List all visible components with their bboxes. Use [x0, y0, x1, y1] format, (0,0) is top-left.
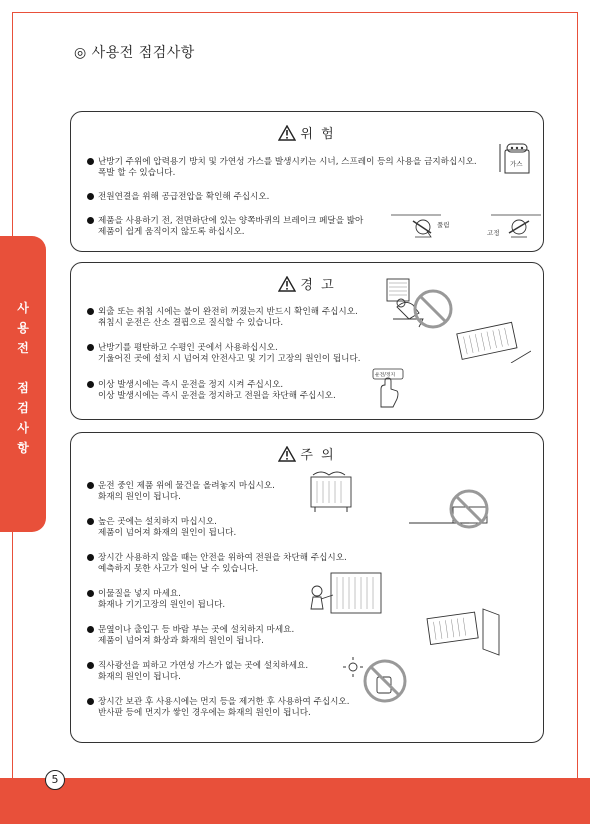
caution-item: 장시간 사용하지 않을 때는 안전을 위하여 전원을 차단해 주십시오. 예측하지 못한 사고가 일어 날 수 있습니다. [87, 553, 347, 575]
footer-band [0, 778, 590, 824]
side-tab [0, 236, 46, 532]
wheel-brake-icon [391, 207, 541, 247]
caution-item: 문옆이나 출입구 등 바람 부는 곳에 설치하지 마세요. 제품이 넘어져 화상과 화재의 원인이 됩니다. [87, 625, 294, 647]
side-tab-char: 검 [17, 401, 29, 415]
warning-item: 외출 또는 취침 시에는 불이 완전히 꺼졌는지 반드시 확인해 주십시오. 취침시 운전은 산소 결핍으로 질식할 수 있습니다. [87, 307, 358, 329]
brake-pedal-illustration [391, 207, 541, 247]
page-title: ◎ 사용전 점검사항 [74, 45, 195, 61]
caution-item: 장시간 보관 후 사용시에는 먼지 등을 제거한 후 사용하여 주십시오. 반사판 등에 먼지가 쌓인 경우에는 화재의 원인이 됩니다. [87, 697, 349, 719]
caution-item: 이물질을 넣지 마세요. 화재나 기기고장의 원인이 됩니다. [87, 589, 225, 611]
child-foreign-object-icon [305, 569, 387, 619]
gas-can-icon [499, 140, 535, 176]
lock-label: 고정 [487, 229, 500, 237]
side-tab-char: 용 [17, 321, 29, 335]
page-number: 5 [45, 770, 65, 790]
danger-box [70, 111, 544, 252]
caution-heading-text: 주 의 [300, 448, 336, 463]
caution-item: 운전 중인 제품 위에 물건을 올려놓지 마십시오. 화재의 원인이 됩니다. [87, 481, 275, 503]
side-tab-char: 사 [17, 301, 29, 315]
danger-item: 난방기 주위에 압력용기 방치 및 가연성 가스를 발생시키는 시너, 스프레이 등의 사용을 금지하십시오. 폭발 할 수 있습니다. [87, 157, 477, 179]
tilted-heater-icon [451, 321, 531, 363]
warning-item: 난방기를 평탄하고 수평인 곳에서 사용하십시오. 기울어진 곳에 설치 시 넘어져 안전사고 및 기기 고장의 원인이 됩니다. [87, 343, 361, 365]
warning-heading-text: 경 고 [300, 278, 336, 293]
no-sleeping-near-heater-icon [383, 273, 455, 333]
side-tab-char: 사 [17, 421, 29, 435]
windy-door-icon [425, 605, 505, 657]
no-direct-sunlight-icon [341, 655, 413, 703]
danger-item: 전원연결을 위해 공급전압을 확인해 주십시오. [87, 192, 269, 203]
warning-box [70, 262, 544, 420]
warning-triangle-icon [278, 125, 296, 141]
danger-heading-text: 위 험 [300, 127, 336, 142]
objects-on-heater-icon [307, 469, 357, 513]
release-label: 풀림 [437, 221, 450, 229]
side-tab-char: 항 [17, 441, 29, 455]
no-high-place-icon [409, 487, 499, 533]
warning-triangle-icon [278, 276, 296, 292]
gas-label: 가스 [510, 160, 523, 168]
caution-box [70, 432, 544, 743]
danger-item: 제품을 사용하기 전, 전면하단에 있는 양쪽바퀴의 브레이크 페달을 밟아 제품이 쉽게 움직이지 않도록 하십시오. [87, 216, 363, 238]
caution-item: 높은 곳에는 설치하지 마십시오. 제품이 넘어져 화재의 원인이 됩니다. [87, 517, 236, 539]
caution-item: 직사광선을 피하고 가연성 가스가 없는 곳에 설치하세요. 화재의 원인이 됩니다. [87, 661, 308, 683]
gas-can-illustration [499, 140, 535, 176]
warning-item: 이상 발생시에는 즉시 운전을 정지 시켜 주십시오. 이상 발생시에는 즉시 운전을 정지하고 전원을 차단해 주십시오. [87, 380, 336, 402]
side-tab-char: 점 [17, 381, 29, 395]
warning-triangle-icon [278, 446, 296, 462]
danger-heading [71, 123, 543, 142]
side-tab-char: 전 [17, 341, 29, 355]
warning-heading [71, 274, 543, 293]
caution-heading [71, 444, 543, 463]
stop-button-label: 운전/정지 [375, 373, 396, 378]
